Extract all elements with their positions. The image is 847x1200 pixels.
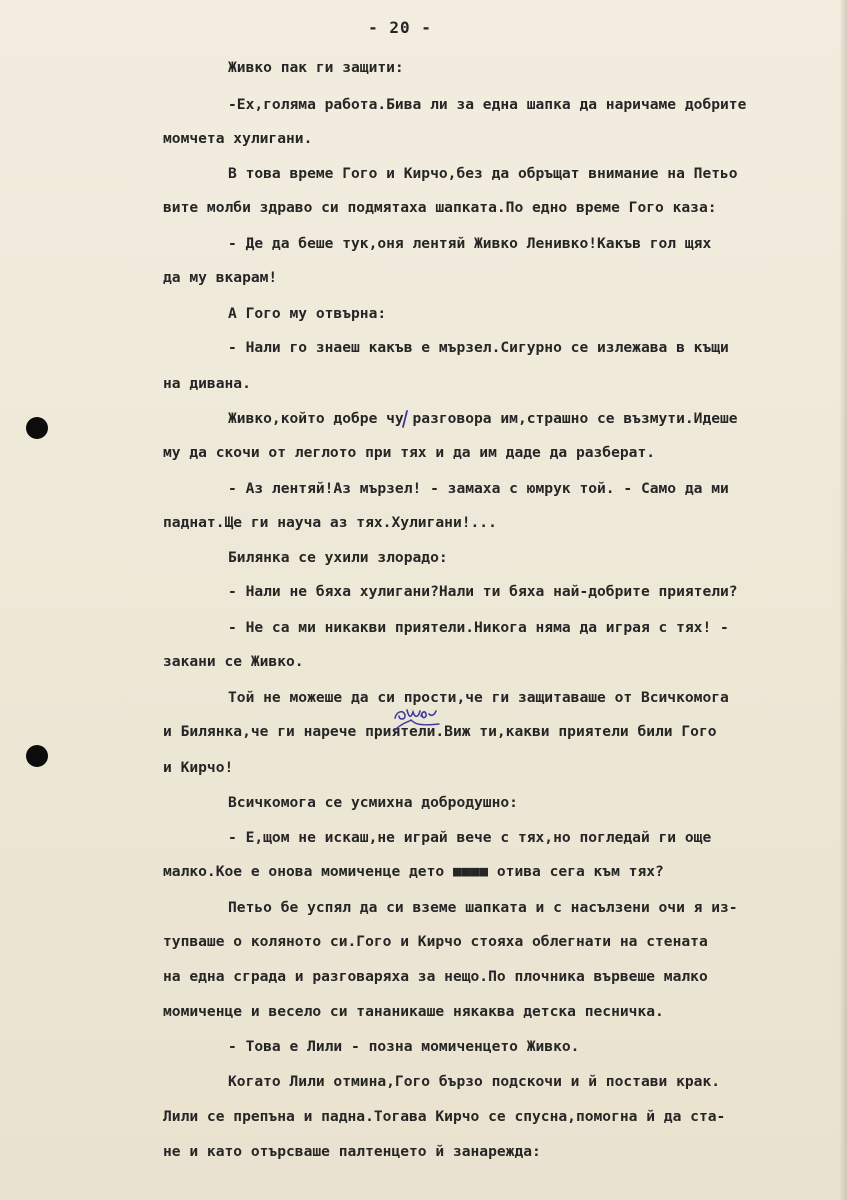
- text-line: - Нали го знаеш какъв е мързел.Сигурно се излежава в къщи: [228, 339, 729, 356]
- text-line: момиченце и весело си тананикаше някаква детска песничка.: [163, 1003, 664, 1020]
- text-line: А Гого му отвърна:: [228, 305, 387, 322]
- text-line: да му вкарам!: [163, 269, 278, 286]
- handwritten-annotation: [391, 704, 443, 734]
- text-line: Живко,който добре чу разговора им,страшно се възмути.Идеше: [228, 410, 738, 427]
- text-line: - Не са ми никакви приятели.Никога няма да играя с тях! -: [228, 619, 729, 636]
- page-number: - 20 -: [368, 18, 432, 37]
- text-line: закани се Живко.: [163, 653, 304, 670]
- text-line: на дивана.: [163, 375, 251, 392]
- text-line: и Кирчо!: [163, 759, 234, 776]
- text-line: вите молби здраво си подмятаха шапката.По едно време Гого каза:: [163, 199, 717, 216]
- text-line: - Е,щом не искаш,не играй вече с тях,но погледай ги още: [228, 829, 712, 846]
- text-line: момчета хулигани.: [163, 130, 313, 147]
- text-line: не и като отърсваше палтенцето й занарежда:: [163, 1143, 541, 1160]
- text-line: Живко пак ги защити:: [228, 59, 404, 76]
- text-line: Лили се препъна и падна.Тогава Кирчо се спусна,помогна й да ста-: [163, 1108, 726, 1125]
- punch-hole-icon: [26, 745, 48, 767]
- text-line: Билянка се ухили злорадо:: [228, 549, 448, 566]
- text-line: и Билянка,че ги нарече приятели.Виж ти,какви приятели били Гого: [163, 723, 717, 740]
- text-line: паднат.Ще ги науча аз тях.Хулигани!...: [163, 514, 497, 531]
- text-line: -Ех,голяма работа.Бива ли за една шапка да наричаме добрите: [228, 96, 747, 113]
- text-line: В това време Гого и Кирчо,без да обръщат внимание на Петьо: [228, 165, 738, 182]
- text-line: - Нали не бяха хулигани?Нали ти бяха най-добрите приятели?: [228, 583, 738, 600]
- text-line: Когато Лили отмина,Гого бързо подскочи и й постави крак.: [228, 1073, 721, 1090]
- punch-hole-icon: [26, 417, 48, 439]
- text-line: тупваше о коляното си.Гого и Кирчо стояха облегнати на стената: [163, 933, 708, 950]
- text-line: - Аз лентяй!Аз мързел! - замаха с юмрук той. - Само да ми: [228, 480, 729, 497]
- pen-mark-icon: [401, 410, 409, 428]
- text-line: Петьо бе успял да си вземе шапката и с насълзени очи я из-: [228, 899, 738, 916]
- text-line: - Де да беше тук,оня лентяй Живко Ленивко!Какъв гол щях: [228, 235, 712, 252]
- text-line: - Това е Лили - позна момиченцето Живко.: [228, 1038, 580, 1055]
- text-line: малко.Кое е онова момиченце дето ■■■■ отива сега към тях?: [163, 863, 664, 880]
- text-line: на една сграда и разговаряха за нещо.По плочника вървеше малко: [163, 968, 708, 985]
- text-line: Всичкомога се усмихна добродушно:: [228, 794, 518, 811]
- page-edge-shadow: [839, 0, 847, 1200]
- text-line: му да скочи от леглото при тях и да им даде да разберат.: [163, 444, 656, 461]
- text-line: Той не можеше да си прости,че ги защитаваше от Всичкомога: [228, 689, 729, 706]
